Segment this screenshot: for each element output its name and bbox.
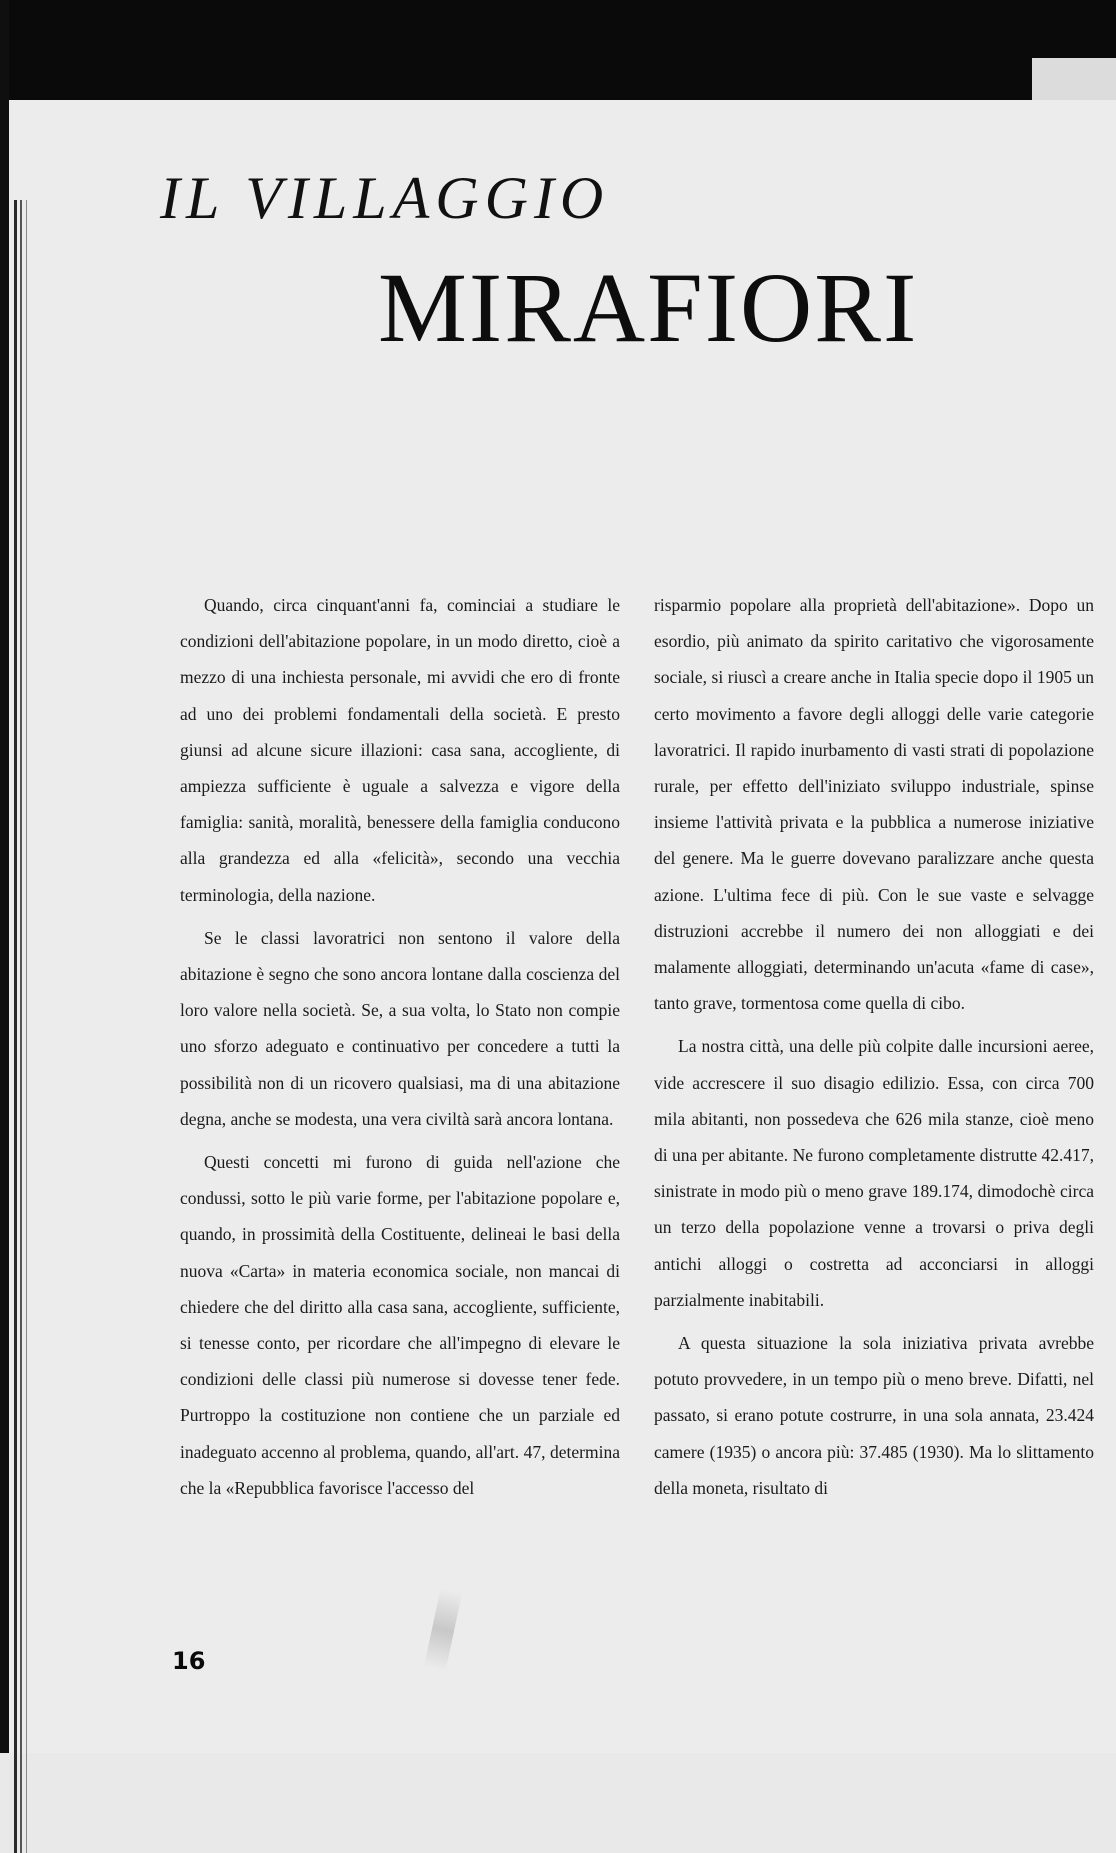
article-title-line-2: MIRAFIORI bbox=[378, 252, 919, 363]
article-column-left bbox=[180, 587, 620, 1513]
article-title-line-1: IL VILLAGGIO bbox=[160, 165, 610, 231]
paragraph: Questi concetti mi furono di guida nell'azione che condussi, sotto le più varie forme, per l'abitazione popolare e, quando, in prossimità della Costituente, delineai le basi della nuova «Carta» in materia economica sociale, non mancai di chiedere che del diritto alla casa sana, accogliente, sufficiente, si tenesse conto, per ricordare che all'impegno di elevare le condizioni delle classi più numerose si dovesse tener fede. Purtroppo la costituzione non contiene che un parziale ed inadeguato accenno al problema, quando, all'art. 47, determina che la «Repubblica favorisce l'accesso del bbox=[180, 1152, 620, 1498]
binding-rule bbox=[14, 200, 17, 1853]
magazine-page bbox=[0, 100, 1116, 1753]
binding-rule bbox=[20, 200, 22, 1853]
paragraph: risparmio popolare alla proprietà dell'abitazione». Dopo un esordio, più animato da spirito caritativo che vigorosamente sociale, si riuscì a creare anche in Italia specie dopo il 1905 un certo movimento a favore degli alloggi delle varie categorie lavoratrici. Il rapido inurbamento di vasti strati di popolazione rurale, per effetto dell'iniziato sviluppo industriale, spinse insieme l'attività privata e la pubblica a numerose iniziative del genere. Ma le guerre dovevano paralizzare anche questa azione. L'ultima fece di più. Con le sue vaste e selvagge distruzioni accrebbe il numero dei non alloggiati e dei malamente alloggiati, determinando un'acuta «fame di case», tanto grave, tormentosa come quella di cibo. bbox=[654, 595, 1094, 1014]
page-number: 16 bbox=[172, 1647, 206, 1675]
paragraph: Se le classi lavoratrici non sentono il valore della abitazione è segno che sono ancora lontane dalla coscienza del loro valore nella società. Se, a sua volta, lo Stato non compie uno sforzo adeguato e continuativo per concedere a tutti la possibilità non di un ricovero qualsiasi, ma di una abitazione degna, anche se modesta, una vera civiltà sarà ancora lontana. bbox=[180, 927, 620, 1129]
scan-top-notch bbox=[1032, 58, 1116, 100]
scan-top-border bbox=[0, 0, 1116, 100]
paragraph: Quando, circa cinquant'anni fa, cominciai a studiare le condizioni dell'abitazione popolare, in un modo diretto, cioè a mezzo di una inchiesta personale, mi avvidi che ero di fronte ad uno dei problemi fondamentali della società. E presto giunsi ad alcune sicure illazioni: casa sana, accogliente, di ampiezza sufficiente è uguale a salvezza e vigore della famiglia: sanità, moralità, benessere della famiglia conducono alla grandezza ed alla «felicità», secondo una vecchia terminologia, della nazione. bbox=[180, 595, 620, 905]
paragraph: La nostra città, una delle più colpite dalle incursioni aeree, vide accrescere il suo disagio edilizio. Essa, con circa 700 mila abitanti, non possedeva che 626 mila stanze, cioè meno di una per abitante. Ne furono completamente distrutte 42.417, sinistrate in modo più o meno grave 189.174, dimodochè circa un terzo della popolazione venne a trovarsi o priva degli antichi alloggi o costretta ad acconciarsi in alloggi parzialmente inabitabili. bbox=[654, 1036, 1094, 1310]
paragraph: A questa situazione la sola iniziativa privata avrebbe potuto provvedere, in un tempo più o meno breve. Difatti, nel passato, si erano potute costrurre, in una sola annata, 23.424 camere (1935) o ancora più: 37.485 (1930). Ma lo slittamento della moneta, risultato di bbox=[654, 1333, 1094, 1498]
binding-rule bbox=[26, 200, 27, 1853]
article-column-right bbox=[654, 587, 1094, 1513]
